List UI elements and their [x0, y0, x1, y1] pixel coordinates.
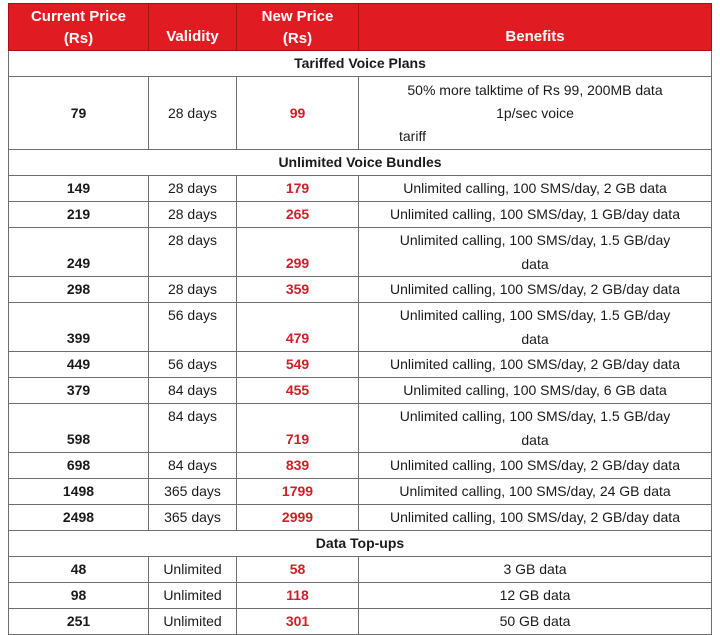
header-new-price [237, 4, 359, 51]
table-row [9, 505, 712, 531]
table-row [9, 303, 712, 352]
validity-cell: 365 days [149, 479, 237, 505]
benefit-line: tariff [399, 127, 426, 144]
current-price-cell: 48 [9, 557, 149, 583]
benefits-cell [359, 609, 712, 635]
current-price-cell: 1498 [9, 479, 149, 505]
new-price-cell: 455 [237, 378, 359, 404]
benefit-line: data [521, 432, 549, 448]
benefit-line: Unlimited calling, 100 SMS/day, 2 GB/day data [389, 509, 680, 525]
benefits-cell [359, 557, 712, 583]
benefit-line: Unlimited calling, 100 SMS/day, 2 GB/day data [389, 457, 680, 473]
table-row [9, 583, 712, 609]
current-price-cell: 149 [9, 176, 149, 202]
new-price-cell: 99 [237, 77, 359, 150]
new-price-cell: 118 [237, 583, 359, 609]
benefits-cell [359, 404, 712, 453]
current-price-cell: 399 [9, 303, 149, 352]
benefit-line: 12 GB data [499, 587, 571, 603]
table-row [9, 277, 712, 303]
benefit-line: data [521, 256, 549, 272]
benefits-cell [359, 505, 712, 531]
validity-cell: 84 days [149, 404, 237, 453]
validity-cell: 28 days [149, 77, 237, 150]
table-header [9, 4, 712, 51]
section-title: Tariffed Voice Plans [9, 51, 712, 77]
section-title: Unlimited Voice Bundles [9, 150, 712, 176]
current-price-cell: 598 [9, 404, 149, 453]
table-row [9, 228, 712, 277]
section-row [9, 51, 712, 77]
new-price-cell: 479 [237, 303, 359, 352]
benefits-cell [359, 453, 712, 479]
validity-cell: Unlimited [149, 583, 237, 609]
benefits-cell [359, 77, 712, 150]
benefits-cell [359, 277, 712, 303]
benefit-line: 1p/sec voice [496, 104, 574, 121]
new-price-cell: 1799 [237, 479, 359, 505]
current-price-cell: 698 [9, 453, 149, 479]
section-row [9, 150, 712, 176]
header-new-price-line2: (Rs) [282, 30, 313, 47]
validity-cell: 365 days [149, 505, 237, 531]
table-row [9, 557, 712, 583]
header-current-price-line1: Current Price [30, 8, 127, 25]
new-price-cell: 179 [237, 176, 359, 202]
section-row [9, 531, 712, 557]
table-row [9, 77, 712, 150]
new-price-cell: 299 [237, 228, 359, 277]
benefit-line: Unlimited calling, 100 SMS/day, 1 GB/day data [389, 206, 680, 222]
benefit-line: Unlimited calling, 100 SMS/day, 24 GB data [399, 483, 671, 499]
current-price-cell: 449 [9, 352, 149, 378]
tariff-table-container [8, 3, 711, 635]
table-row [9, 404, 712, 453]
validity-cell: 56 days [149, 352, 237, 378]
validity-cell: 28 days [149, 277, 237, 303]
benefits-cell [359, 176, 712, 202]
new-price-cell: 265 [237, 202, 359, 228]
table-row [9, 176, 712, 202]
validity-cell: 28 days [149, 228, 237, 277]
current-price-cell: 98 [9, 583, 149, 609]
validity-cell: 28 days [149, 176, 237, 202]
header-new-price-line1: New Price [261, 8, 334, 25]
current-price-cell: 249 [9, 228, 149, 277]
benefits-cell [359, 303, 712, 352]
current-price-cell: 251 [9, 609, 149, 635]
current-price-cell: 79 [9, 77, 149, 150]
benefit-line: Unlimited calling, 100 SMS/day, 6 GB data [403, 382, 667, 398]
tariff-table [8, 3, 712, 635]
benefits-cell [359, 228, 712, 277]
table-body [9, 51, 712, 635]
new-price-cell: 2999 [237, 505, 359, 531]
header-validity: Validity [149, 4, 237, 51]
header-current-price-line2: (Rs) [63, 30, 94, 47]
benefits-cell [359, 202, 712, 228]
table-row [9, 202, 712, 228]
current-price-cell: 219 [9, 202, 149, 228]
benefit-line: 50 GB data [499, 613, 571, 629]
table-row [9, 453, 712, 479]
benefit-line: Unlimited calling, 100 SMS/day, 1.5 GB/day [399, 408, 671, 424]
new-price-cell: 839 [237, 453, 359, 479]
benefit-line: 3 GB data [503, 561, 567, 577]
new-price-cell: 719 [237, 404, 359, 453]
validity-cell: 84 days [149, 378, 237, 404]
benefit-line: Unlimited calling, 100 SMS/day, 1.5 GB/day [399, 307, 671, 323]
current-price-cell: 2498 [9, 505, 149, 531]
table-row [9, 352, 712, 378]
benefit-line: Unlimited calling, 100 SMS/day, 2 GB data [403, 180, 667, 196]
header-benefits: Benefits [359, 4, 712, 51]
benefits-cell [359, 583, 712, 609]
benefit-line: Unlimited calling, 100 SMS/day, 2 GB/day data [389, 281, 680, 297]
table-row [9, 609, 712, 635]
table-row [9, 479, 712, 505]
new-price-cell: 58 [237, 557, 359, 583]
table-row [9, 378, 712, 404]
section-title: Data Top-ups [9, 531, 712, 557]
validity-cell: 28 days [149, 202, 237, 228]
benefits-cell [359, 479, 712, 505]
benefits-cell [359, 378, 712, 404]
validity-cell: Unlimited [149, 557, 237, 583]
benefit-line: Unlimited calling, 100 SMS/day, 1.5 GB/day [399, 232, 671, 248]
new-price-cell: 549 [237, 352, 359, 378]
header-current-price [9, 4, 149, 51]
new-price-cell: 301 [237, 609, 359, 635]
current-price-cell: 379 [9, 378, 149, 404]
benefits-cell [359, 352, 712, 378]
current-price-cell: 298 [9, 277, 149, 303]
validity-cell: 56 days [149, 303, 237, 352]
new-price-cell: 359 [237, 277, 359, 303]
benefit-line: 50% more talktime of Rs 99, 200MB data [407, 81, 663, 98]
validity-cell: 84 days [149, 453, 237, 479]
validity-cell: Unlimited [149, 609, 237, 635]
benefit-line: Unlimited calling, 100 SMS/day, 2 GB/day data [389, 356, 680, 372]
benefit-line: data [521, 331, 549, 347]
